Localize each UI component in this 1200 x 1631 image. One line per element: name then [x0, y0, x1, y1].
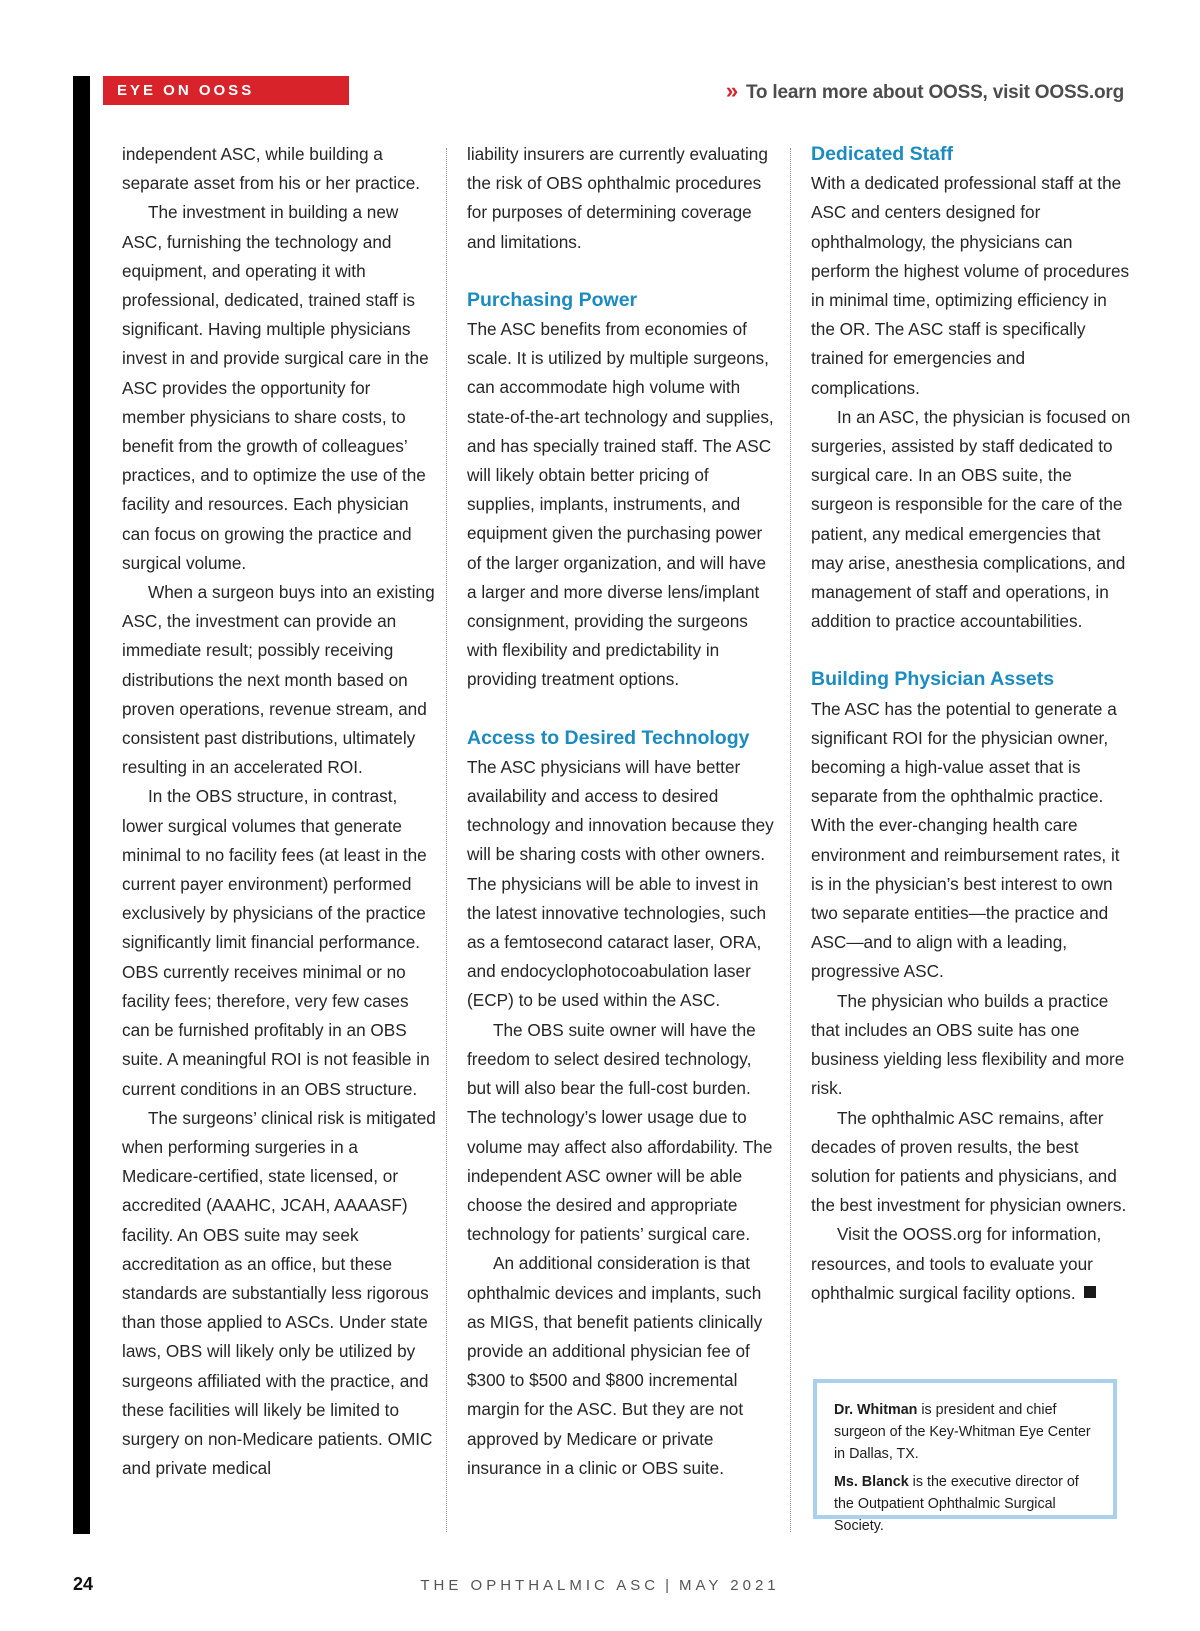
- article-column-3: [811, 140, 1131, 1308]
- paragraph: liability insurers are currently evaluating the risk of OBS ophthalmic procedures for purposes of determining coverage and limitations.: [467, 144, 768, 252]
- paragraph: The ophthalmic ASC remains, after decades of proven results, the best solution for patients and physicians, and the best investment for physician owners.: [811, 1107, 1127, 1216]
- paragraph: The OBS suite owner will have the freedom to select desired technology, but will also bear the full-cost burden. The technology’s lower usage due to volume may affect also affordability. The independent ASC owner will be able choose the desired and appropriate technology for patients’ surgical care.: [467, 1019, 773, 1245]
- end-of-article-square-icon: [1084, 1286, 1096, 1298]
- paragraph: An additional consideration is that ophthalmic devices and implants, such as MIGS, that benefit patients clinically provide an additional physician fee of $300 to $500 and $800 incremental margin for the ASC. But they are not approved by Medicare or private insurance in a clinic or OBS suite.: [467, 1253, 763, 1478]
- bio-text: is the executive director of the Outpatient Ophthalmic Surgical Society.: [834, 1474, 1079, 1534]
- paragraph: independent ASC, while building a separate asset from his or her practice.: [122, 144, 421, 194]
- subheading-building-assets: Building Physician Assets: [811, 668, 1055, 691]
- left-margin-bar: [73, 76, 90, 1534]
- column-divider: [790, 148, 791, 1532]
- folio-separator: |: [665, 1577, 673, 1594]
- learn-more-link[interactable]: [726, 78, 1124, 104]
- chevron-right-icon: »: [725, 78, 738, 103]
- subheading-access-technology: Access to Desired Technology: [467, 726, 750, 749]
- bio-text: is president and chief surgeon of the Key-Whitman Eye Center in Dallas, TX.: [834, 1402, 1091, 1462]
- paragraph: With a dedicated professional staff at the ASC and centers designed for ophthalmology, the physicians can perform the highest volume of procedures in minimal time, optimizing efficiency in the OR. The ASC staff is specifically trained for emergencies and complications.: [811, 173, 1130, 398]
- bio-whitman: [834, 1399, 1099, 1465]
- paragraph: In an ASC, the physician is focused on surgeries, assisted by staff dedicated to surgical care. In an OBS suite, the surgeon is responsible for the care of the patient, any medical emergencies that may arise, anesthesia complications, and management of staff and operations, in addition to practice accountabilities.: [811, 406, 1131, 632]
- bio-name: Ms. Blanck: [834, 1474, 909, 1490]
- subheading-dedicated-staff: Dedicated Staff: [811, 143, 953, 165]
- publication-name: THE OPHTHALMIC ASC: [420, 1577, 660, 1594]
- subheading-purchasing-power: Purchasing Power: [467, 288, 638, 311]
- paragraph: The physician who builds a practice that includes an OBS suite has one business yielding less flexibility and more risk.: [811, 990, 1125, 1099]
- paragraph: The surgeons’ clinical risk is mitigated when performing surgeries in a Medicare-certified, state licensed, or accredited (AAAHC, JCAH, AAAASF) facility. An OBS suite may seek accreditation as an office, but these standards are substantially less rigorous than those applied to ASCs. Under state laws, OBS will likely only be utilized by surgeons affiliated with the practice, and these facilities will likely be limited to surgery on non-Medicare patients. OMIC and private medical: [122, 1107, 436, 1479]
- bio-blanck: [834, 1471, 1099, 1537]
- learn-more-text: To learn more about OOSS, visit OOSS.org: [745, 82, 1124, 103]
- column-divider: [446, 148, 447, 1532]
- section-tag: EYE ON OOSS: [103, 76, 349, 105]
- bio-name: Dr. Whitman: [834, 1402, 918, 1418]
- page-number: 24: [73, 1574, 94, 1594]
- paragraph: The ASC has the potential to generate a significant ROI for the physician owner, becoming a high-value asset that is separate from the ophthalmic practice. With the ever-changing health care environment and reimbursement rates, it is in the physician’s best interest to own two separate entities—the practice and ASC—and to align with a leading, progressive ASC.: [811, 698, 1120, 982]
- paragraph: The ASC benefits from economies of scale. It is utilized by multiple surgeons, can accommodate high volume with state-of-the-art technology and supplies, and has specially trained staff. The ASC will likely obtain better pricing of supplies, implants, instruments, and equipment given the purchasing power of the larger organization, and will have a larger and more diverse lens/implant consignment, providing the surgeons with flexibility and predictability in providing treatment options.: [467, 319, 774, 690]
- publication-folio: [0, 1577, 1200, 1594]
- paragraph: The ASC physicians will have better availability and access to desired technology and innovation because they will be sharing costs with other owners. The physicians will be able to invest in the latest innovative technologies, such as a femtosecond cataract laser, ORA, and endocyclophotocoabulation laser (ECP) to be used within the ASC.: [467, 756, 774, 1011]
- paragraph-text: Visit the OOSS.org for information, resources, and tools to evaluate your ophthalmic surgical facility options.: [811, 1224, 1102, 1303]
- issue-date: MAY 2021: [678, 1577, 780, 1594]
- author-bio-box: [813, 1379, 1117, 1534]
- article-column-2: [467, 140, 777, 1483]
- paragraph: In the OBS structure, in contrast, lower surgical volumes that generate minimal to no facility fees (at least in the current payer environment) performed exclusively by physicians of the practice significantly limit financial performance. OBS currently receives minimal or no facility fees; therefore, very few cases can be furnished profitably in an OBS suite. A meaningful ROI is not feasible in current conditions in an OBS structure.: [122, 786, 430, 1099]
- article-column-1: [122, 140, 437, 1483]
- paragraph: When a surgeon buys into an existing ASC, the investment can provide an immediate result; possibly receiving distributions the next month based on proven operations, revenue stream, and consistent past distributions, ultimately resulting in an accelerated ROI.: [122, 582, 435, 778]
- paragraph: The investment in building a new ASC, furnishing the technology and equipment, and operating it with professional, dedicated, trained staff is significant. Having multiple physicians invest in and provide surgical care in the ASC provides the opportunity for member physicians to share costs, to benefit from the growth of colleagues’ practices, and to optimize the use of the facility and resources. Each physician can focus on growing the practice and surgical volume.: [122, 202, 429, 573]
- paragraph-final: [811, 1220, 1131, 1308]
